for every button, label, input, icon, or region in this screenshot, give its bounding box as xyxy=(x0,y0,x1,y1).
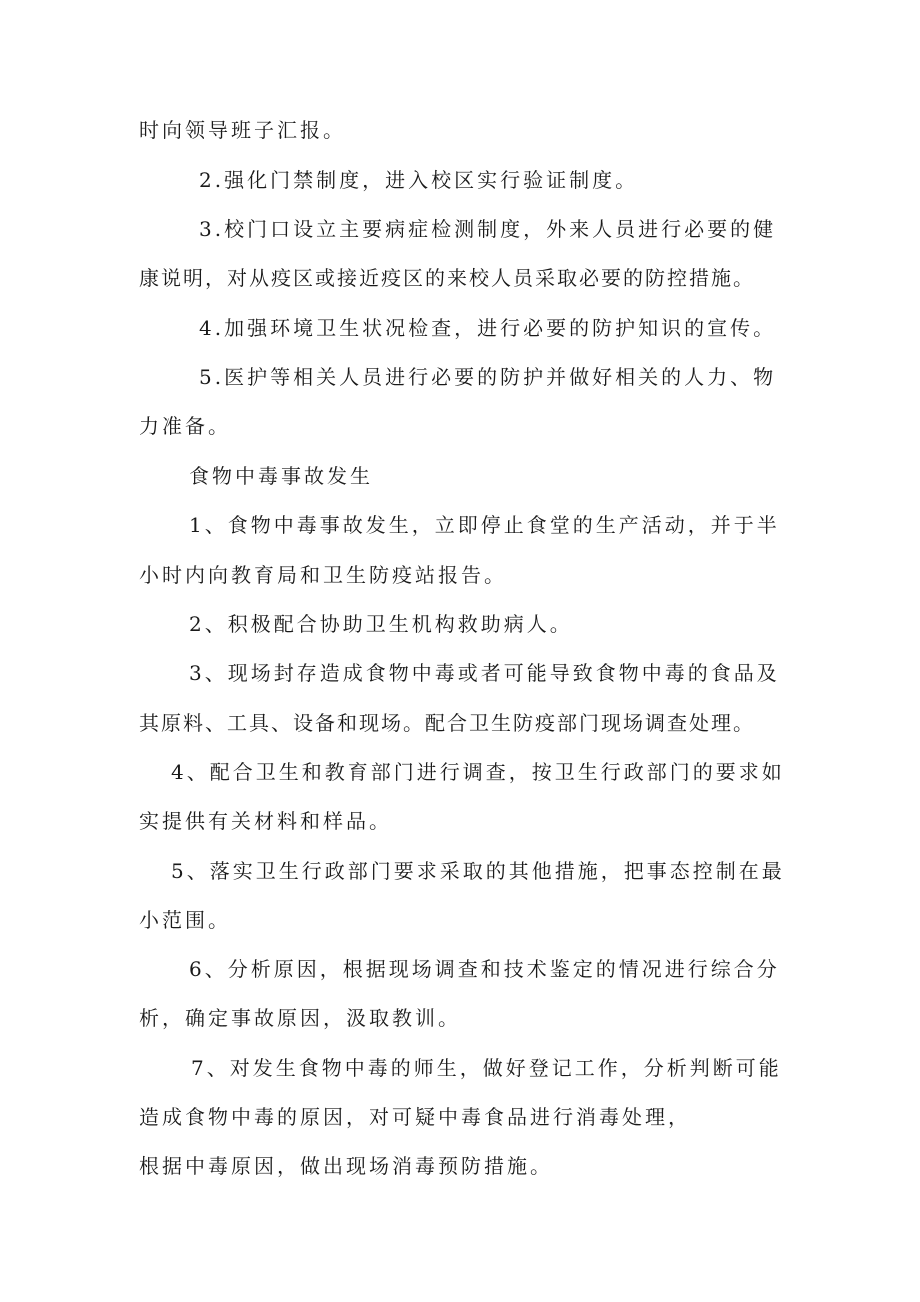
paragraph-line: 实提供有关材料和样品。 xyxy=(139,809,392,833)
paragraph-line: 6、分析原因，根据现场调查和技术鉴定的情况进行综合分 xyxy=(189,957,780,981)
paragraph-line: 3、现场封存造成食物中毒或者可能导致食物中毒的食品及 xyxy=(189,661,780,685)
paragraph-line: 析，确定事故原因，汲取教训。 xyxy=(139,1006,461,1030)
paragraph-line: 4.加强环境卫生状况检查，进行必要的防护知识的宣传。 xyxy=(199,316,777,340)
paragraph-line: 时向领导班子汇报。 xyxy=(139,118,346,142)
paragraph-line: 力准备。 xyxy=(139,414,231,438)
paragraph-line: 小时内向教育局和卫生防疫站报告。 xyxy=(139,563,507,587)
paragraph-line: 根据中毒原因，做出现场消毒预防措施。 xyxy=(139,1154,553,1178)
paragraph-line: 7、对发生食物中毒的师生，做好登记工作，分析判断可能 xyxy=(191,1056,782,1080)
paragraph-line: 1、食物中毒事故发生，立即停止食堂的生产活动，并于半 xyxy=(189,513,780,537)
paragraph-line: 其原料、工具、设备和现场。配合卫生防疫部门现场调查处理。 xyxy=(139,711,755,735)
paragraph-line: 3.校门口设立主要病症检测制度，外来人员进行必要的健 xyxy=(199,217,777,241)
paragraph-line: 小范围。 xyxy=(139,908,231,932)
paragraph-line: 5.医护等相关人员进行必要的防护并做好相关的人力、物 xyxy=(199,365,777,389)
paragraph-line: 康说明，对从疫区或接近疫区的来校人员采取必要的防控措施。 xyxy=(139,266,755,290)
paragraph-line: 2.强化门禁制度，进入校区实行验证制度。 xyxy=(199,168,639,192)
paragraph-line: 2、积极配合协助卫生机构救助病人。 xyxy=(189,612,573,636)
section-heading: 食物中毒事故发生 xyxy=(189,464,373,488)
paragraph-line: 4、配合卫生和教育部门进行调查，按卫生行政部门的要求如 xyxy=(171,760,785,784)
paragraph-line: 造成食物中毒的原因，对可疑中毒食品进行消毒处理， xyxy=(139,1105,691,1129)
paragraph-line: 5、落实卫生行政部门要求采取的其他措施，把事态控制在最 xyxy=(171,859,785,883)
